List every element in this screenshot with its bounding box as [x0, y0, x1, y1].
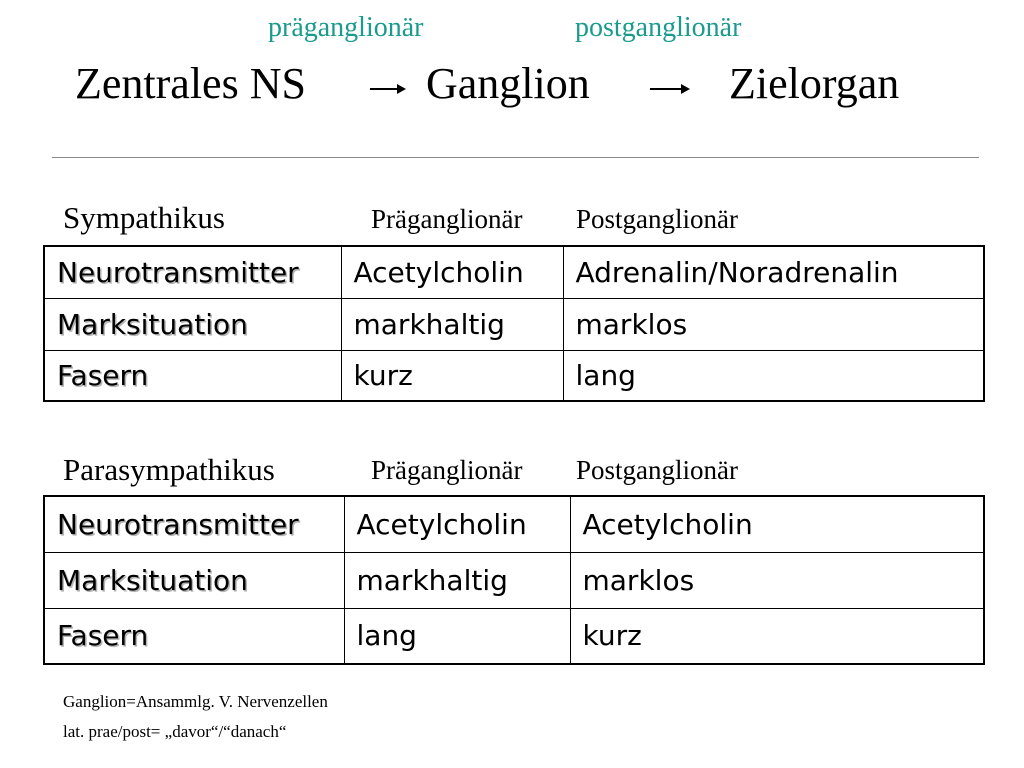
right-arrow-icon	[650, 88, 688, 90]
column-header-post: Postganglionär	[576, 204, 738, 234]
column-header-pre: Präganglionär	[371, 204, 523, 234]
headline-source: Zentrales NS	[75, 59, 306, 108]
cell-pre: kurz	[341, 350, 563, 401]
cell-pre: Acetylcholin	[344, 496, 570, 552]
row-label: Fasern	[44, 350, 341, 401]
table-row	[44, 496, 984, 552]
parasympathikus-table	[43, 495, 985, 665]
cell-pre: markhaltig	[341, 298, 563, 350]
section-title-sympathikus: Sympathikus	[63, 200, 225, 235]
cell-post: kurz	[570, 608, 984, 664]
row-label: Neurotransmitter	[44, 246, 341, 298]
row-label: Marksituation	[44, 552, 344, 608]
column-header-post: Postganglionär	[576, 455, 738, 485]
cell-post: lang	[563, 350, 984, 401]
table-row	[44, 608, 984, 664]
column-header-pre: Präganglionär	[371, 455, 523, 485]
preganglionic-label: präganglionär	[268, 12, 424, 43]
postganglionic-label: postganglionär	[575, 12, 742, 43]
cell-post: Adrenalin/Noradrenalin	[563, 246, 984, 298]
headline-target: Zielorgan	[729, 59, 900, 108]
table-row	[44, 246, 984, 298]
cell-post: marklos	[570, 552, 984, 608]
table-row	[44, 350, 984, 401]
headline-middle: Ganglion	[426, 59, 590, 108]
row-label: Fasern	[44, 608, 344, 664]
divider-line	[52, 157, 979, 158]
section-title-parasympathikus: Parasympathikus	[63, 452, 275, 487]
cell-pre: Acetylcholin	[341, 246, 563, 298]
footnote-latin: lat. prae/post= „davor“/“danach“	[63, 722, 287, 741]
right-arrow-icon	[370, 88, 404, 90]
table-row	[44, 552, 984, 608]
cell-pre: lang	[344, 608, 570, 664]
row-label: Neurotransmitter	[44, 496, 344, 552]
row-label: Marksituation	[44, 298, 341, 350]
cell-post: marklos	[563, 298, 984, 350]
cell-post: Acetylcholin	[570, 496, 984, 552]
footnote-ganglion: Ganglion=Ansammlg. V. Nervenzellen	[63, 692, 328, 711]
cell-pre: markhaltig	[344, 552, 570, 608]
table-row	[44, 298, 984, 350]
sympathikus-table	[43, 245, 985, 402]
